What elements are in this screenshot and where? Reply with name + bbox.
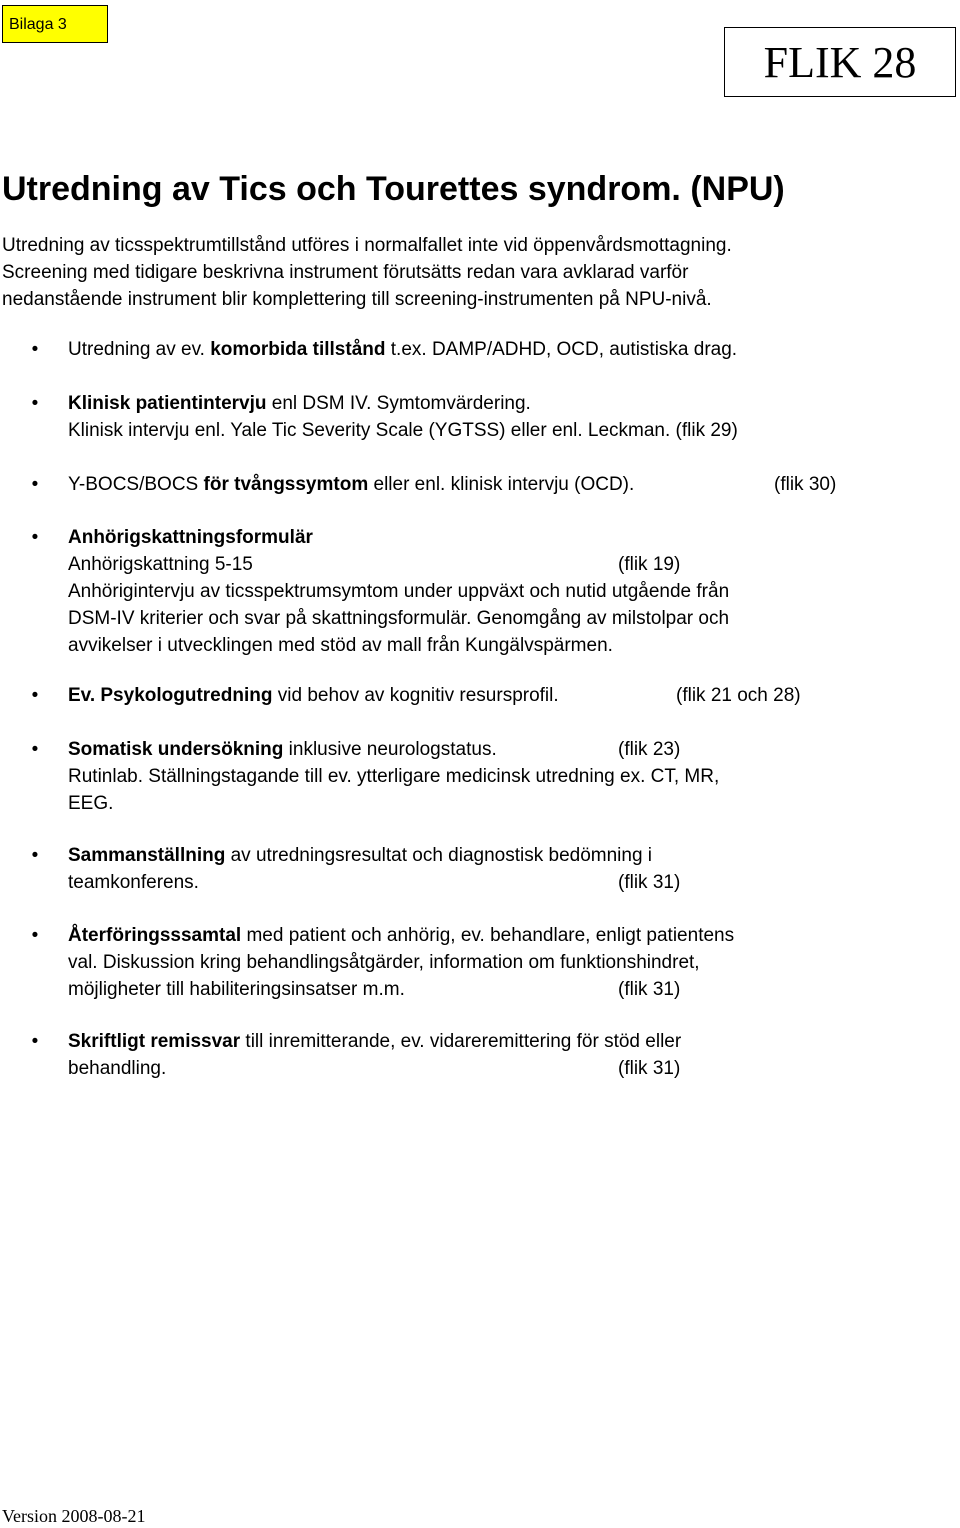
item-text: t.ex. DAMP/ADHD, OCD, autistiska drag. — [385, 339, 738, 360]
item-text: vid behov av kognitiv resursprofil. — [272, 685, 559, 706]
bullet-icon: • — [31, 527, 39, 548]
flik-reference: (flik 30) — [774, 474, 837, 495]
item-bold-text: för tvångssymtom — [203, 474, 369, 495]
item-text: inklusive neurologstatus. — [283, 739, 497, 760]
bullet-icon: • — [31, 393, 39, 414]
item-bold-text: Återföringsssamtal — [68, 925, 242, 946]
item-bold-text: Klinisk patientintervju — [68, 393, 267, 414]
item-text: eller enl. klinisk intervju (OCD). — [368, 474, 635, 495]
item-line — [68, 842, 948, 869]
item-bold-text: Skriftligt remissvar — [68, 1031, 241, 1052]
intro-paragraph — [2, 232, 957, 313]
bullet-icon: • — [31, 739, 39, 760]
item-bold-text: Sammanställning — [68, 845, 226, 866]
flik-reference: (flik 23) — [618, 739, 681, 760]
item-line — [68, 922, 948, 949]
flik-reference: (flik 31) — [618, 872, 681, 893]
item-text: av utredningsresultat och diagnostisk bedömning i — [225, 845, 653, 866]
item-line — [68, 336, 948, 363]
item-line: möjligheter till habiliteringsinsatser m.m. — [68, 979, 405, 1000]
item-line: teamkonferens. — [68, 872, 199, 893]
bullet-icon: • — [31, 1031, 39, 1052]
list-item-sammanstallning — [31, 842, 948, 896]
item-line: EEG. — [68, 793, 114, 814]
bullet-icon: • — [31, 685, 39, 706]
item-text: Utredning av ev. — [68, 339, 211, 360]
version-footer: Version 2008-08-21 — [2, 1506, 146, 1526]
item-line — [68, 390, 948, 417]
bullet-icon: • — [31, 339, 39, 360]
item-line: val. Diskussion kring behandlingsåtgärder, information om funktionshindret, — [68, 952, 700, 973]
list-item-patientintervju — [31, 390, 948, 444]
list-item-remissvar — [31, 1028, 948, 1082]
bilaga-label: Bilaga 3 — [2, 5, 108, 43]
flik-reference: (flik 31) — [618, 1058, 681, 1079]
page-title: Utredning av Tics och Tourettes syndrom. (NPU) — [2, 170, 785, 208]
item-bold-text: Anhörigskattningsformulär — [68, 527, 313, 548]
item-line: DSM-IV kriterier och svar på skattningsformulär. Genomgång av milstolpar och — [68, 608, 730, 629]
item-line: Klinisk intervju enl. Yale Tic Severity Scale (YGTSS) eller enl. Leckman. (flik 29) — [68, 420, 738, 441]
item-text: Y-BOCS/BOCS — [68, 474, 204, 495]
item-bold-text: Somatisk undersökning — [68, 739, 284, 760]
list-item-ybocs — [31, 471, 948, 498]
item-line: Anhörigintervju av ticsspektrumsymtom under uppväxt och nutid utgående från — [68, 581, 730, 602]
item-line: Rutinlab. Ställningstagande till ev. ytterligare medicinsk utredning ex. CT, MR, — [68, 766, 720, 787]
item-text: enl DSM IV. Symtomvärdering. — [266, 393, 531, 414]
item-text: med patient och anhörig, ev. behandlare, enligt patientens — [241, 925, 735, 946]
flik-reference: (flik 19) — [618, 554, 681, 575]
list-item-psykologutredning — [31, 682, 948, 709]
item-line — [68, 682, 948, 709]
flik-reference: (flik 31) — [618, 979, 681, 1000]
list-item-komorbida — [31, 336, 948, 363]
list-item-anhorigskattning — [31, 524, 948, 659]
item-line — [68, 1028, 948, 1055]
item-heading — [68, 524, 948, 551]
item-line: behandling. — [68, 1058, 167, 1079]
bullet-icon: • — [31, 474, 39, 495]
intro-line: Screening med tidigare beskrivna instrument förutsätts redan vara avklarad varför — [2, 262, 689, 283]
list-item-somatisk — [31, 736, 948, 817]
list-item-aterforingssamtal — [31, 922, 948, 1003]
item-text: till inremitterande, ev. vidareremittering för stöd eller — [240, 1031, 682, 1052]
item-line: Anhörigskattning 5-15 — [68, 554, 253, 575]
bullet-icon: • — [31, 925, 39, 946]
item-bold-text: komorbida tillstånd — [210, 339, 386, 360]
intro-line: nedanstående instrument blir komplettering till screening-instrumenten på NPU-nivå. — [2, 289, 712, 310]
item-line: avvikelser i utvecklingen med stöd av mall från Kungälvspärmen. — [68, 635, 613, 656]
intro-line: Utredning av ticsspektrumtillstånd utföres i normalfallet inte vid öppenvårdsmottagning. — [2, 235, 732, 256]
item-bold-text: Ev. Psykologutredning — [68, 685, 273, 706]
bullet-icon: • — [31, 845, 39, 866]
item-line — [68, 736, 948, 763]
flik-reference: (flik 21 och 28) — [676, 685, 801, 706]
flik-box: FLIK 28 — [724, 27, 956, 97]
